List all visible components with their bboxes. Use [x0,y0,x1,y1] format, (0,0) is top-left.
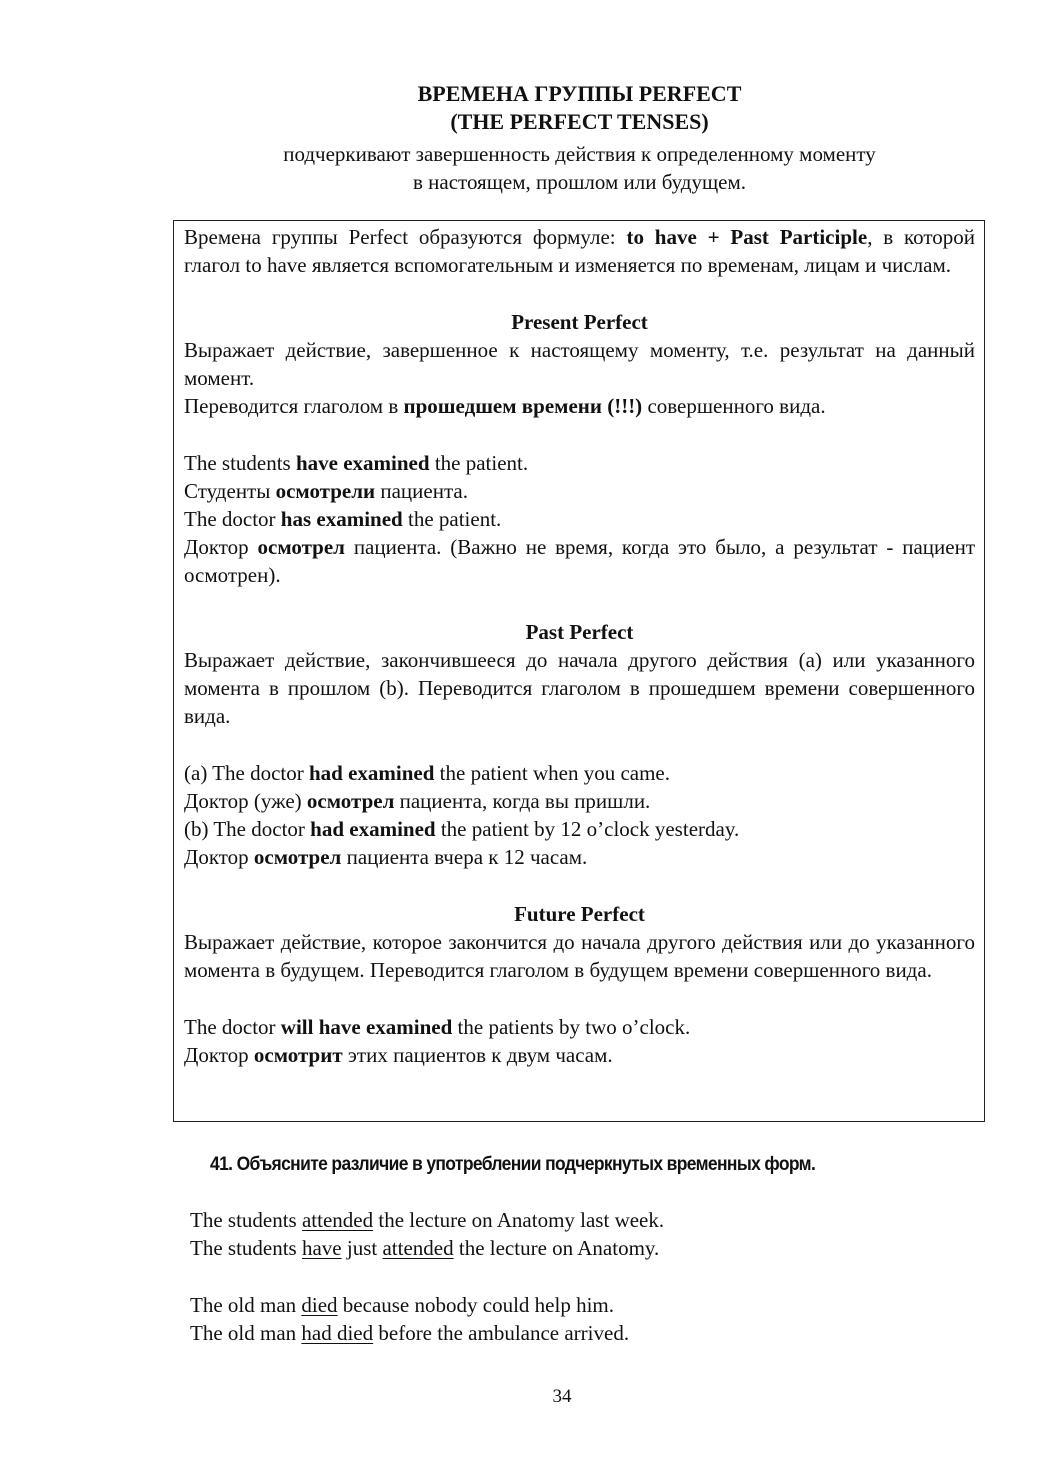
example-line: Доктор (уже) осмотрел пациента, когда вы пришли. [184,789,651,813]
underlined-verb: have [301,1236,342,1261]
page-subtitle [0,140,1039,196]
page-title [0,80,1039,136]
example-line: Доктор осмотрел пациента вчера к 12 часам. [184,845,588,870]
example-line: The doctor will have examined the patients by two o’clock. [184,1014,691,1039]
present-perfect-translation: Переводится глаголом в прошедшем времени (!!!) совершенного вида. [184,394,826,419]
future-perfect-description: Выражает действие, которое закончится до начала другого действия или до указанного момента в будущем. Переводится глаголом в будущем времени совершенного вида. [184,930,975,983]
formula: to have + Past Participle [626,225,868,249]
subtitle-line-1: подчеркивают завершенность действия к определенному моменту [283,142,876,166]
rules-box [173,220,985,1122]
past-perfect-description: Выражает действие, закончившееся до начала другого действия (а) или указанного момента в прошлом (b). Переводится глаголом в прошедшем времени совершенного вида. [184,648,975,729]
example-line: (b) The doctor had examined the patient by 12 o’clock yesterday. [184,817,740,842]
example-line: (a) The doctor had examined the patient when you came. [184,760,671,785]
underlined-verb: had died [301,1320,374,1345]
exercise-line: The students have just attended the lecture on Anatomy. [190,1236,660,1261]
future-perfect-title: Future Perfect [514,901,645,926]
present-perfect-title: Present Perfect [511,309,648,334]
title-line-1: ВРЕМЕНА ГРУППЫ PERFECT [417,81,742,106]
exercise-title: 41. Объясните различие в употреблении подчеркнутых временных форм. [210,1154,816,1175]
subtitle-line-2: в настоящем, прошлом или будущем. [413,170,746,194]
exercise-line: The old man died because nobody could help him. [190,1292,614,1317]
intro-paragraph: Времена группы Perfect образуются формуле: to have + Past Participle, в которой глагол to have является вспомогательным и изменяется по временам, лицам и числам. [184,225,975,278]
exercise-sentences [190,1206,970,1347]
underlined-verb: died [301,1292,338,1317]
example-line: Доктор осмотрит этих пациентов к двум часам. [184,1042,613,1067]
title-line-2: (THE PERFECT TENSES) [450,109,709,134]
underlined-verb: attended [382,1236,454,1261]
exercise-line: The students attended the lecture on Anatomy last week. [190,1208,665,1232]
example-line: Доктор осмотрел пациента. (Важно не время, когда это было, а результат - пациент осмотрен). [184,535,975,588]
example-line: The doctor has examined the patient. [184,507,502,531]
exercise-line: The old man had died before the ambulance arrived. [190,1320,630,1345]
example-line: The students have examined the patient. [184,450,529,475]
underlined-verb: attended [301,1208,374,1232]
past-perfect-title: Past Perfect [525,619,634,644]
page-number: 34 [552,1386,572,1407]
example-line: Студенты осмотрели пациента. [184,478,468,503]
present-perfect-description: Выражает действие, завершенное к настоящему моменту, т.е. результат на данный момент. [184,337,975,390]
